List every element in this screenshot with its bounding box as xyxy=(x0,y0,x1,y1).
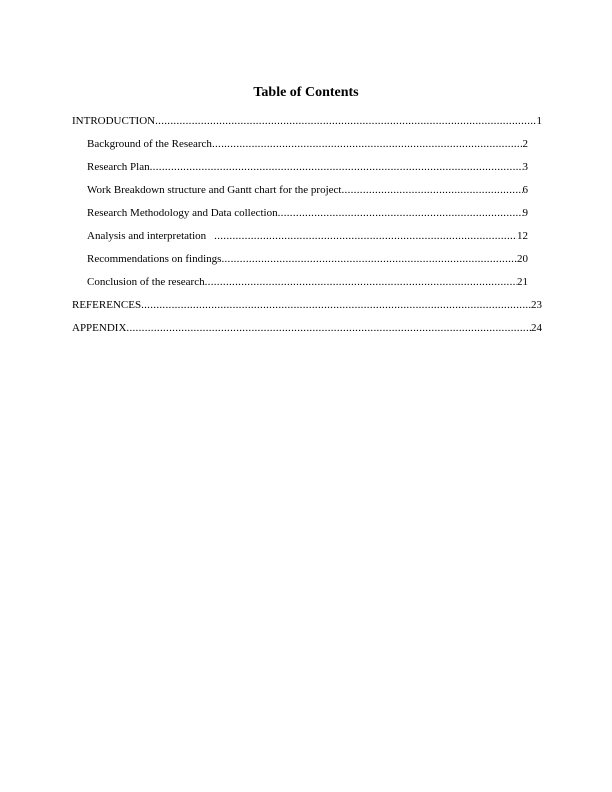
toc-entry-label: INTRODUCTION xyxy=(72,115,156,127)
toc-page-number: 24 xyxy=(531,322,542,334)
toc-dot-leader xyxy=(278,206,523,220)
toc-entry-label: Background of the Research xyxy=(87,138,212,150)
toc-page-number: 6 xyxy=(522,184,528,196)
toc-entry-label: Conclusion of the research xyxy=(87,276,205,288)
toc-dot-leader xyxy=(155,114,536,128)
toc-entry-background[interactable] xyxy=(72,137,542,160)
toc-entry-wbs-gantt[interactable] xyxy=(72,183,542,206)
toc-dot-leader xyxy=(141,298,531,312)
toc-page-number: 9 xyxy=(522,207,528,219)
toc-dot-leader xyxy=(212,137,523,151)
toc-entry-label: Research Plan xyxy=(87,161,150,173)
toc-entry-analysis[interactable] xyxy=(72,229,542,252)
toc-dot-leader xyxy=(221,252,517,266)
toc-page-number: 20 xyxy=(517,253,528,265)
toc-dot-leader xyxy=(150,160,523,174)
toc-dot-leader xyxy=(205,275,517,289)
toc-dot-leader xyxy=(214,229,517,243)
toc-entry-label: Research Methodology and Data collection xyxy=(87,207,278,219)
toc-entry-research-plan[interactable] xyxy=(72,160,542,183)
toc-entry-label: APPENDIX xyxy=(72,322,127,334)
toc-entry-appendix[interactable] xyxy=(72,321,542,344)
toc-entry-references[interactable] xyxy=(72,298,542,321)
toc-heading: Table of Contents xyxy=(253,85,359,100)
toc-dot-leader xyxy=(341,183,522,197)
toc-list xyxy=(72,114,542,344)
toc-page-number: 3 xyxy=(522,161,528,173)
toc-entry-conclusion[interactable] xyxy=(72,275,542,298)
toc-page-number: 23 xyxy=(531,299,542,311)
toc-page-number: 21 xyxy=(517,276,528,288)
toc-page-number: 12 xyxy=(517,230,528,242)
toc-entry-label: Work Breakdown structure and Gantt chart for the project xyxy=(87,184,342,196)
toc-entry-recommendations[interactable] xyxy=(72,252,542,275)
toc-page-number: 2 xyxy=(522,138,528,150)
toc-page-number: 1 xyxy=(536,115,542,127)
toc-dot-leader xyxy=(126,321,531,335)
toc-entry-label: Analysis and interpretation xyxy=(87,230,207,242)
toc-entry-methodology[interactable] xyxy=(72,206,542,229)
toc-entry-label: REFERENCES xyxy=(72,299,142,311)
toc-entry-label: Recommendations on findings xyxy=(87,253,222,265)
toc-entry-introduction[interactable] xyxy=(72,114,542,137)
